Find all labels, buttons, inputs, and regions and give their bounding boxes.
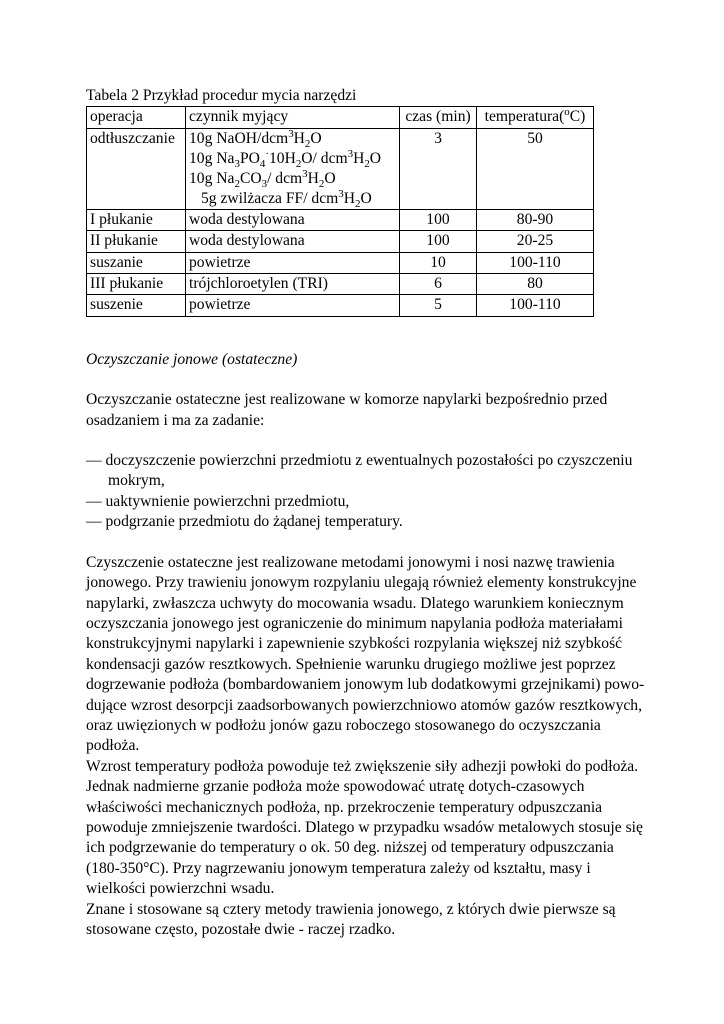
cell-agent — [186, 128, 400, 209]
cell-temperature: 100-110 — [477, 295, 594, 316]
paragraph: Znane i stosowane są cztery metody trawienia jonowego, z których dwie pierwsze są stosowane często, pozostałe dwie - raczej rzadko. — [86, 900, 616, 938]
cell-temperature: 100-110 — [477, 252, 594, 273]
cell-temperature: 80 — [477, 274, 594, 295]
cell-time: 5 — [400, 295, 477, 316]
paragraph: Czyszczenie ostateczne jest realizowane metodami jonowymi i nosi nazwę trawienia jonowego. Przy trawieniu jonowym rozpylaniu ulegają również elementy konstrukcyjne napylarki, zwłaszcza uchwyty do mocowania wsadu. Dlatego warunkiem koniecznym oczyszczania jonowego jest ograniczenie do minimum napylania podłoża materiałami konstrukcyjnymi napylarki i zapewnienie szybkości rozpylania większej niż szybkość kondensacji gazów resztkowych. Spełnienie warunku drugiego możliwe jest poprzez dogrzewanie podłoża (bombardowaniem jonowym lub dodatkowymi grzejnikami) powo-dujące wzrost desorpcji zaadsorbowanych powierzchniowo atomów gazów resztkowych, oraz uwięzionych w podłożu jonów gazu roboczego stosowanego do oczyszczania podłoża. — [86, 553, 645, 755]
cell-operation: III płukanie — [87, 274, 186, 295]
cell-temperature: 50 — [477, 128, 594, 209]
body-text — [86, 553, 646, 941]
task-list — [86, 451, 646, 533]
agent-line: 10g $Na_3PO_4^\cdot 10H_2O/$ $dcm^3H_2O$ — [189, 147, 382, 170]
header-time: czas (min) — [400, 107, 477, 128]
cell-time: 10 — [400, 252, 477, 273]
table-row — [87, 231, 594, 252]
cell-time: 100 — [400, 231, 477, 252]
agent-line: 10g NaOH/$dcm^3H_2O$ — [189, 127, 322, 150]
table-header-row — [87, 107, 594, 128]
cell-temperature: 80-90 — [477, 209, 594, 230]
cell-agent: powietrze — [186, 252, 400, 273]
cell-operation: odtłuszczanie — [87, 128, 186, 209]
paragraph: Wzrost temperatury podłoża powoduje też zwiększenie siły adhezji powłoki do podłoża. Jednak nadmierne grzanie podłoża może spowodować utratę dotych-czasowych właściwości mechanicznych podłoża, np. przekroczenie temperatury odpuszczania powoduje zmniejszenie twardości. Dlatego w przypadku wsadów metalowych stosuje się ich podgrzewanie do temperatury o ok. 50 deg. niższej od temperatury odpuszczania (180-350°C). Przy nagrzewaniu jonowym temperatura zależy od kształtu, masy i wielkości powierzchni wsadu. — [86, 757, 643, 898]
header-agent: czynnik myjący — [186, 107, 400, 128]
cell-agent: trójchloroetylen (TRI) — [186, 274, 400, 295]
cell-operation: II płukanie — [87, 231, 186, 252]
cell-agent: woda destylowana — [186, 231, 400, 252]
cell-time: 3 — [400, 128, 477, 209]
agent-line: 5g zwilżacza FF/ $dcm^3H_2O$ — [201, 187, 372, 210]
header-operation: operacja — [87, 107, 186, 128]
procedure-table — [86, 106, 594, 316]
list-item: — uaktywnienie powierzchni przedmiotu, — [86, 492, 350, 510]
list-item: — doczyszczenie powierzchni przedmiotu z ewentualnych pozostałości po czyszczeniu mokrym, — [86, 452, 633, 490]
table-row — [87, 209, 594, 230]
cell-time: 6 — [400, 274, 477, 295]
agent-line: 10g $Na_2CO_3/$ $dcm^3H_2O$ — [189, 167, 336, 190]
cell-operation: suszanie — [87, 252, 186, 273]
cell-operation: I płukanie — [87, 209, 186, 230]
cell-operation: suszenie — [87, 295, 186, 316]
table-row — [87, 128, 594, 209]
intro-paragraph: Oczyszczanie ostateczne jest realizowane w komorze napylarki bezpośrednio przed osadzaniem i ma za zadanie: — [86, 391, 608, 429]
cell-time: 100 — [400, 209, 477, 230]
table-caption: Tabela 2 Przykład procedur mycia narzędzi — [86, 87, 357, 104]
section-heading: Oczyszczanie jonowe (ostateczne) — [86, 350, 298, 368]
table-row — [87, 295, 594, 316]
header-temperature: temperatura($^o$C) — [477, 107, 594, 128]
cell-agent: woda destylowana — [186, 209, 400, 230]
table-row — [87, 252, 594, 273]
table-row — [87, 274, 594, 295]
cell-temperature: 20-25 — [477, 231, 594, 252]
cell-agent: powietrze — [186, 295, 400, 316]
list-item: — podgrzanie przedmiotu do żądanej temperatury. — [86, 513, 403, 531]
document-page — [86, 86, 646, 940]
